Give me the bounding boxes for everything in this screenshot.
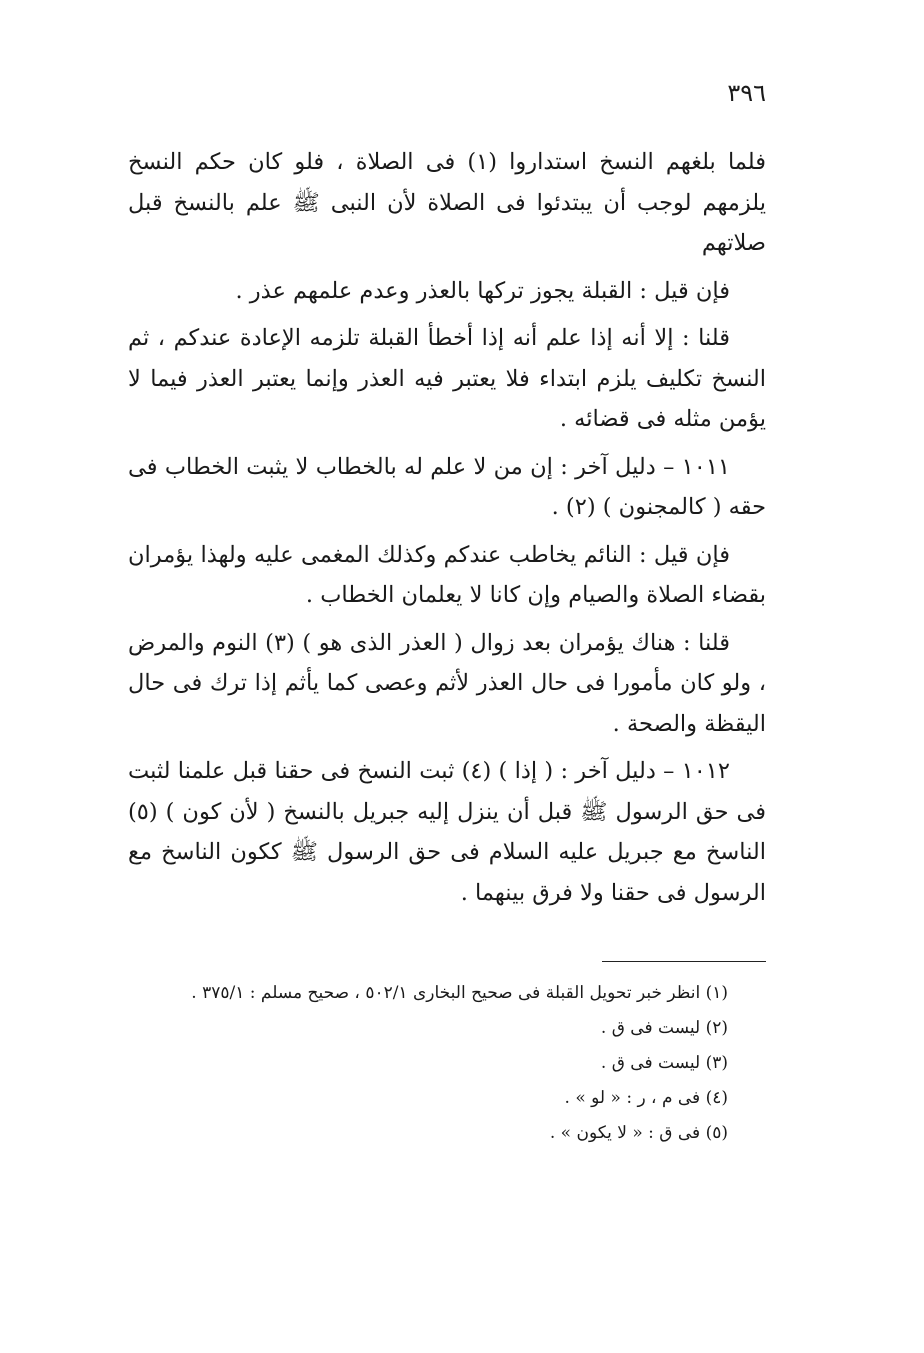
footnote: (١) انظر خبر تحويل القبلة فى صحيح البخارى ٥٠٢/١ ، صحيح مسلم : ٣٧٥/١ .	[191, 983, 728, 1003]
paragraph: قلنا : هناك يؤمران بعد زوال ( العذر الذى هو ) (٣) النوم والمرض ، ولو كان مأمورا فى حال العذر لأثم وعصى كما يأثم إذا ترك فى حال اليقظة والصحة .	[128, 629, 766, 737]
footnotes	[128, 976, 766, 1151]
footnote: (٤) فى م ، ر : « لو » .	[564, 1088, 728, 1108]
footnote: (٥) فى ق : « لا يكون » .	[549, 1123, 728, 1143]
paragraph: قلنا : إلا أنه إذا علم أنه إذا أخطأ القبلة تلزمه الإعادة عندكم ، ثم النسخ تكليف يلزم ابتداء فلا يعتبر فيه العذر وإنما يعتبر العذر فيما لا يؤمن مثله فى قضائه .	[128, 325, 766, 432]
main-text	[128, 142, 766, 913]
document-page	[128, 78, 766, 1151]
paragraph: فإن قيل : النائم يخاطب عندكم وكذلك المغمى عليه ولهذا يؤمران بقضاء الصلاة والصيام وإن كانا لا يعلمان الخطاب .	[128, 541, 766, 608]
paragraph: ١٠١١ – دليل آخر : إن من لا علم له بالخطاب لا يثبت الخطاب فى حقه ( كالمجنون ) (٢) .	[128, 453, 766, 520]
page-number: ٣٩٦	[727, 79, 766, 107]
footnote: (٣) ليست فى ق .	[600, 1053, 728, 1073]
paragraph: فلما بلغهم النسخ استداروا (١) فى الصلاة ، فلو كان حكم النسخ يلزمهم لوجب أن يبتدئوا فى الصلاة لأن النبى ﷺ علم بالنسخ قبل صلاتهم	[128, 149, 767, 256]
paragraph: فإن قيل : القبلة يجوز تركها بالعذر وعدم علمهم عذر .	[235, 277, 730, 304]
paragraph: ١٠١٢ – دليل آخر : ( إذا ) (٤) ثبت النسخ فى حقنا قبل علمنا لثبت فى حق الرسول ﷺ قبل أن ينزل إليه جبريل بالنسخ ( لأن كون ) (٥) الناسخ مع جبريل عليه السلام فى حق الرسول ﷺ ككون الناسخ مع الرسول فى حقنا ولا فرق بينهما .	[128, 758, 766, 906]
footnote: (٢) ليست فى ق .	[600, 1018, 728, 1038]
footnote-separator	[602, 961, 766, 962]
